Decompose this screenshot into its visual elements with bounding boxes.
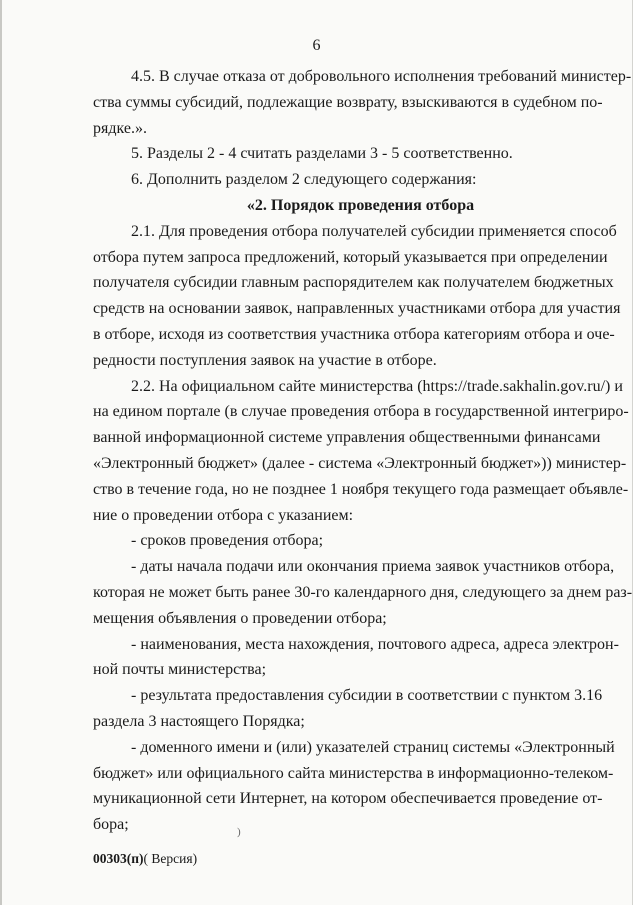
text-line: ства суммы субсидий, подлежащие возврату, взыскиваются в судебном по- bbox=[93, 93, 603, 111]
section-heading: «2. Порядок проведения отбора bbox=[246, 196, 475, 214]
page-number: 6 bbox=[312, 37, 321, 54]
scan-mark: ) bbox=[237, 826, 241, 838]
text-line: раздела 3 настоящего Порядка; bbox=[93, 712, 305, 730]
text-line: - сроков проведения отбора; bbox=[131, 532, 324, 550]
document-footer bbox=[93, 851, 197, 867]
text-line: рядке.». bbox=[93, 119, 147, 137]
text-line: на едином портале (в случае проведения отбора в государственной интегриро- bbox=[93, 403, 629, 421]
text-line: бора; bbox=[93, 816, 129, 834]
text-line: 5. Разделы 2 - 4 считать разделами 3 - 5 соответственно. bbox=[131, 145, 513, 163]
text-line: - даты начала подачи или окончания приема заявок участников отбора, bbox=[131, 558, 615, 576]
text-line: - наименования, места нахождения, почтового адреса, адреса электрон- bbox=[131, 635, 619, 653]
scan-left-edge bbox=[0, 0, 2, 905]
text-line: 4.5. В случае отказа от добровольного исполнения требований министер- bbox=[131, 68, 632, 85]
text-line: - доменного имени и (или) указателей страниц системы «Электронный bbox=[131, 738, 615, 756]
document-body bbox=[93, 64, 633, 838]
text-line: отбора путем запроса предложений, который указывается при определении bbox=[93, 248, 608, 266]
text-line: ство в течение года, но не позднее 1 ноября текущего года размещает объявле- bbox=[93, 480, 629, 498]
text-line: - результата предоставления субсидии в соответствии с пунктом 3.16 bbox=[131, 687, 603, 705]
text-line: 2.1. Для проведения отбора получателей субсидии применяется способ bbox=[131, 222, 617, 240]
text-line: мещения объявления о проведении отбора; bbox=[93, 609, 387, 627]
text-line: ванной информационной системе управления общественными финансами bbox=[93, 429, 601, 447]
text-line: средств на основании заявок, направленных участниками отбора для участия bbox=[93, 300, 621, 318]
text-line: ние о проведении отбора с указанием: bbox=[93, 506, 354, 524]
text-line: редности поступления заявок на участие в отборе. bbox=[93, 351, 437, 369]
text-line: муникационной сети Интернет, на котором обеспечивается проведение от- bbox=[93, 790, 603, 808]
text-line: в отборе, исходя из соответствия участника отбора категориям отбора и оче- bbox=[93, 325, 615, 343]
text-line: которая не может быть ранее 30-го календарного дня, следующего за днем раз- bbox=[93, 583, 633, 601]
text-line: получателя субсидии главным распорядителем как получателем бюджетных bbox=[93, 274, 614, 292]
text-line: 6. Дополнить разделом 2 следующего содержания: bbox=[131, 171, 477, 189]
footer-version: ( Версия) bbox=[143, 851, 198, 866]
text-line: ной почты министерства; bbox=[93, 661, 267, 679]
text-line: бюджет» или официального сайта министерства в информационно-телеком- bbox=[93, 764, 614, 782]
text-line: 2.2. На официальном сайте министерства (https://trade.sakhalin.gov.ru/) и bbox=[131, 377, 623, 395]
text-line: «Электронный бюджет» (далее - система «Электронный бюджет»)) министер- bbox=[93, 454, 627, 472]
footer-code: 00303(п) bbox=[93, 851, 144, 866]
